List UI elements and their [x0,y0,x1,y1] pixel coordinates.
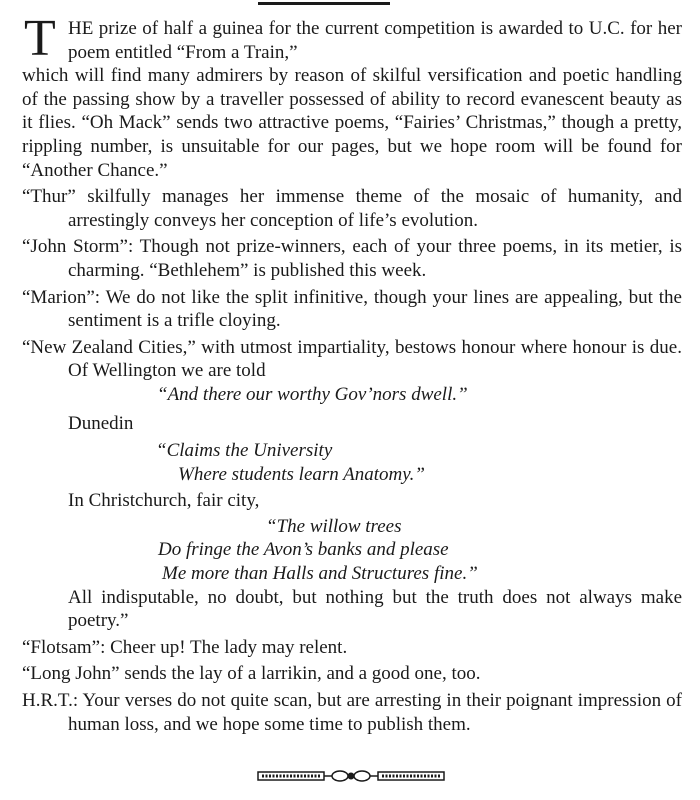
john-storm-paragraph: “John Storm”: Though not prize-winners, each of your three poems, in its metier, is charming. “Bethlehem” is published this week. [22,236,682,281]
long-john-paragraph: “Long John” sends the lay of a larrikin, and a good one, too. [22,663,481,685]
dunedin-quote-line-2: Where students learn Anatomy.” [178,463,425,485]
marion-paragraph: “Marion”: We do not like the split infinitive, though your lines are appealing, but the sentiment is a trifle cloying. [22,286,682,332]
flotsam-paragraph: “Flotsam”: Cheer up! The lady may relent. [22,636,348,658]
article-column [22,10,682,739]
indisputable-paragraph: All indisputable, no doubt, but nothing but the truth does not always make poetry.” [68,586,682,632]
christchurch-quote-line-2: Do fringe the Avon’s banks and please [158,539,449,561]
thur-paragraph: “Thur” skilfully manages her immense theme of the mosaic of humanity, and arrestingly conveys her conception of life’s evolution. [22,186,682,231]
nz-cities-paragraph: “New Zealand Cities,” with utmost impartiality, bestows honour where honour is due. Of Wellington we are told [22,336,682,382]
intro-rest: which will find many admirers by reason of skilful versification and poetic handling of the passing show by a traveller possessed of ability to record evanescent beauty as it flies. “Oh Mack” sends two attractive poems, “Fairies’ Christmas,” though a pretty, rippling number, is unsuitable for our pages, but we hope room will be found for “Another Chance.” [22,65,682,181]
ornament-divider [256,769,446,783]
dunedin-quote-line-1: “Claims the University [156,440,333,462]
drop-cap: T [24,10,56,67]
christchurch-quote-line-1: “The willow trees [266,515,402,537]
intro-first-line: HE prize of half a guinea for the current competition is awarded to U.C. for her poem entitled “From a Train,” [68,18,682,63]
christchurch-label: In Christchurch, fair city, [68,490,260,512]
dunedin-label: Dunedin [68,412,134,434]
christchurch-quote-line-3: Me more than Halls and Structures fine.” [162,563,478,585]
top-rule [258,2,390,5]
wellington-quote: “And there our worthy Gov’nors dwell.” [157,383,468,405]
hrt-paragraph: H.R.T.: Your verses do not quite scan, but are arresting in their poignant impression of human loss, and we hope some time to publish them. [22,690,682,735]
intro-paragraph [22,10,682,182]
